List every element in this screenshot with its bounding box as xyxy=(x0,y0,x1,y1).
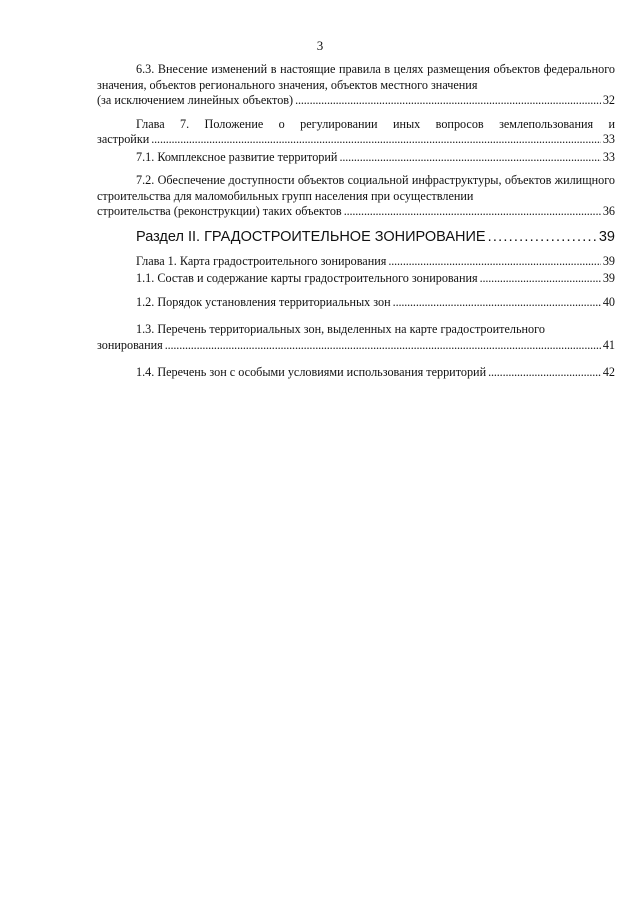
toc-page-number: 39 xyxy=(602,271,615,285)
toc-page-number: 39 xyxy=(602,253,615,268)
toc-page-number: 39 xyxy=(598,228,615,245)
toc-entry-1-1[interactable] xyxy=(97,271,615,287)
table-of-contents xyxy=(97,62,615,389)
section-title: Раздел II. ГРАДОСТРОИТЕЛЬНОЕ ЗОНИРОВАНИЕ xyxy=(136,228,486,245)
toc-page-number: 36 xyxy=(602,204,615,218)
dot-leader xyxy=(388,254,600,270)
dot-leader xyxy=(339,150,600,166)
dot-leader xyxy=(165,338,601,354)
toc-entry-7-1[interactable] xyxy=(97,150,615,166)
page-number: 3 xyxy=(316,38,324,53)
toc-entry-text-last: 7.1. Комплексное развитие территорий xyxy=(136,149,338,164)
toc-entry-text-last: строительства (реконструкции) таких объектов xyxy=(97,204,342,218)
toc-entry-6-3[interactable] xyxy=(97,62,615,109)
toc-page-number: 40 xyxy=(602,294,615,309)
dot-leader xyxy=(480,271,601,287)
toc-entry-text-last: (за исключением линейных объектов) xyxy=(97,93,294,107)
toc-entry-text: 7.2. Обеспечение доступности объектов социальной инфраструктуры, объектов жилищного строительства для маломобильных групп населения при осуществлении xyxy=(97,173,615,203)
toc-entry-text-last: застройки xyxy=(97,132,150,146)
toc-entry-chapter-1[interactable] xyxy=(97,254,615,270)
toc-page-number: 33 xyxy=(602,132,615,146)
toc-entry-text-last: 1.1. Состав и содержание карты градостроительного зонирования xyxy=(136,271,478,285)
toc-entry-text-last: зонирования xyxy=(97,337,163,352)
toc-page-number: 32 xyxy=(602,93,615,107)
toc-section-2[interactable] xyxy=(97,228,615,246)
dot-leader xyxy=(151,132,601,148)
toc-entry-text: 6.3. Внесение изменений в настоящие правила в целях размещения объектов федерального значения, объектов регионального значения, объектов местного значения xyxy=(97,62,615,92)
toc-page-number: 33 xyxy=(602,149,615,164)
toc-entry-text: Глава 7. Положение о регулировании иных вопросов землепользования и xyxy=(136,116,615,131)
toc-entry-1-2[interactable] xyxy=(97,295,615,311)
dot-leader xyxy=(488,365,601,381)
toc-entry-text-last: Глава 1. Карта градостроительного зонирования xyxy=(136,253,387,268)
toc-entry-chapter-7[interactable] xyxy=(97,117,615,148)
toc-entry-text-last: 1.2. Порядок установления территориальных зон xyxy=(136,294,391,309)
dot-leader xyxy=(393,295,601,311)
toc-entry-1-4[interactable] xyxy=(97,365,615,381)
toc-entry-1-3[interactable] xyxy=(97,322,615,353)
dot-leader xyxy=(295,93,601,109)
toc-page-number: 42 xyxy=(602,365,615,379)
toc-entry-7-2[interactable] xyxy=(97,173,615,220)
toc-entry-text: 1.3. Перечень территориальных зон, выделенных на карте градостроительного xyxy=(136,322,545,336)
dot-leader xyxy=(488,228,597,246)
toc-entry-text-last: 1.4. Перечень зон с особыми условиями использования территорий xyxy=(136,365,487,379)
toc-page-number: 41 xyxy=(602,337,615,352)
dot-leader xyxy=(344,204,601,220)
